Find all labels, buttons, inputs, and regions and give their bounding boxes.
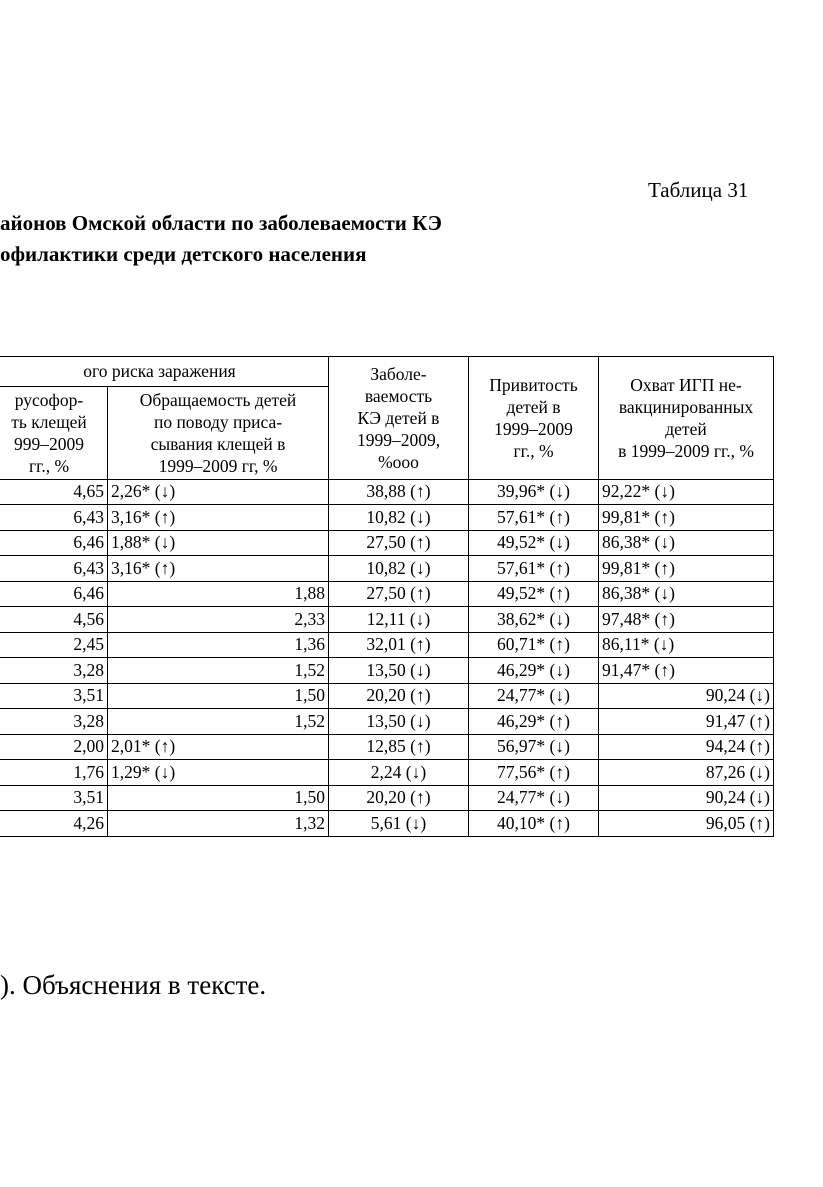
cell-tick-infection: 6,43 — [0, 556, 108, 582]
cell-tick-bite-visits: 2,26* (↓) — [108, 479, 329, 505]
table-number-label: Таблица 31 — [648, 178, 749, 202]
table-row — [0, 607, 774, 633]
cell-incidence: 12,11 (↓) — [329, 607, 469, 633]
cell-vaccination: 38,62* (↓) — [469, 607, 599, 633]
cell-incidence: 10,82 (↓) — [329, 556, 469, 582]
cell-igp-coverage: 97,48* (↑) — [599, 607, 774, 633]
cell-vaccination: 24,77* (↓) — [469, 683, 599, 709]
cell-incidence: 13,50 (↓) — [329, 709, 469, 735]
table-row — [0, 760, 774, 786]
table-title-line-1: айонов Омской области по заболеваемости КЭ — [0, 211, 442, 235]
header-line: гг., % — [513, 440, 554, 461]
cell-tick-infection: 6,46 — [0, 530, 108, 556]
cell-vaccination: 49,52* (↑) — [469, 581, 599, 607]
header-line: Охват ИГП не- — [630, 374, 742, 395]
header-line: %ооо — [378, 451, 419, 472]
header-vaccination — [469, 357, 599, 480]
cell-igp-coverage: 86,38* (↓) — [599, 530, 774, 556]
cell-tick-bite-visits: 1,88 — [108, 581, 329, 607]
cell-igp-coverage: 91,47 (↑) — [599, 709, 774, 735]
cell-tick-bite-visits: 3,16* (↑) — [108, 556, 329, 582]
cell-incidence: 2,24 (↓) — [329, 760, 469, 786]
cell-vaccination: 56,97* (↓) — [469, 734, 599, 760]
header-line: детей — [665, 418, 707, 439]
cell-igp-coverage: 86,11* (↓) — [599, 632, 774, 658]
table-row — [0, 734, 774, 760]
table-title-line-2: офилактики среди детского населения — [0, 242, 367, 266]
cell-igp-coverage: 99,81* (↑) — [599, 556, 774, 582]
footnote: ). Объяснения в тексте. — [0, 970, 267, 1000]
cell-vaccination: 40,10* (↑) — [469, 811, 599, 837]
cell-tick-bite-visits: 1,50 — [108, 683, 329, 709]
table-row — [0, 632, 774, 658]
cell-incidence: 27,50 (↑) — [329, 581, 469, 607]
cell-vaccination: 24,77* (↓) — [469, 785, 599, 811]
cell-tick-bite-visits: 1,29* (↓) — [108, 760, 329, 786]
cell-tick-infection: 4,56 — [0, 607, 108, 633]
cell-vaccination: 49,52* (↓) — [469, 530, 599, 556]
cell-tick-infection: 1,76 — [0, 760, 108, 786]
header-line: КЭ детей в — [357, 407, 440, 428]
cell-tick-bite-visits: 1,36 — [108, 632, 329, 658]
cell-tick-infection: 3,28 — [0, 658, 108, 684]
cell-incidence: 13,50 (↓) — [329, 658, 469, 684]
cell-incidence: 20,20 (↑) — [329, 785, 469, 811]
header-line: русофор- — [14, 389, 84, 410]
header-line: в 1999–2009 гг., % — [618, 440, 754, 461]
cell-vaccination: 46,29* (↑) — [469, 709, 599, 735]
header-igp-coverage — [599, 357, 774, 480]
cell-tick-infection: 6,46 — [0, 581, 108, 607]
cell-igp-coverage: 86,38* (↓) — [599, 581, 774, 607]
cell-tick-bite-visits: 3,16* (↑) — [108, 505, 329, 531]
cell-incidence: 32,01 (↑) — [329, 632, 469, 658]
header-line: 1999–2009, — [356, 429, 441, 450]
cell-igp-coverage: 94,24 (↑) — [599, 734, 774, 760]
cell-tick-bite-visits: 1,52 — [108, 709, 329, 735]
header-tick-infection — [0, 386, 108, 479]
cell-tick-infection: 3,51 — [0, 785, 108, 811]
cell-tick-infection: 4,26 — [0, 811, 108, 837]
cell-vaccination: 60,71* (↑) — [469, 632, 599, 658]
cell-tick-bite-visits: 1,52 — [108, 658, 329, 684]
header-incidence — [329, 357, 469, 480]
table-row — [0, 530, 774, 556]
cell-tick-bite-visits: 1,50 — [108, 785, 329, 811]
header-tick-bite-visits — [108, 386, 329, 479]
cell-igp-coverage: 96,05 (↑) — [599, 811, 774, 837]
cell-tick-bite-visits: 1,88* (↓) — [108, 530, 329, 556]
table-row — [0, 505, 774, 531]
cell-incidence: 27,50 (↑) — [329, 530, 469, 556]
header-line: Привитость — [489, 374, 578, 395]
cell-vaccination: 39,96* (↓) — [469, 479, 599, 505]
cell-tick-bite-visits: 2,01* (↑) — [108, 734, 329, 760]
cell-tick-infection: 3,51 — [0, 683, 108, 709]
cell-igp-coverage: 90,24 (↓) — [599, 785, 774, 811]
table-row — [0, 811, 774, 837]
cell-incidence: 12,85 (↑) — [329, 734, 469, 760]
cell-incidence: 38,88 (↑) — [329, 479, 469, 505]
cell-tick-bite-visits: 2,33 — [108, 607, 329, 633]
table-title — [0, 208, 442, 270]
cell-tick-infection: 6,43 — [0, 505, 108, 531]
cell-tick-infection: 2,00 — [0, 734, 108, 760]
header-line: сывания клещей в — [150, 433, 286, 454]
table-row — [0, 709, 774, 735]
cell-igp-coverage: 90,24 (↓) — [599, 683, 774, 709]
cell-tick-infection: 3,28 — [0, 709, 108, 735]
cell-igp-coverage: 91,47* (↑) — [599, 658, 774, 684]
cell-vaccination: 46,29* (↓) — [469, 658, 599, 684]
cell-vaccination: 77,56* (↑) — [469, 760, 599, 786]
header-line: Заболе- — [370, 363, 427, 384]
header-line: вакцинированных — [618, 396, 754, 417]
table-row — [0, 683, 774, 709]
header-line: Обращаемость детей — [139, 389, 297, 410]
cell-incidence: 5,61 (↓) — [329, 811, 469, 837]
header-line: 1999–2009 — [494, 418, 573, 439]
table-row — [0, 785, 774, 811]
header-line: 1999–2009 гг, % — [158, 455, 278, 476]
header-line: 999–2009 — [14, 433, 84, 454]
header-line: ваемость — [364, 385, 433, 406]
header-group-risk: ого риска заражения — [0, 357, 329, 387]
cell-vaccination: 57,61* (↑) — [469, 556, 599, 582]
header-line: по поводу приса- — [153, 411, 283, 432]
data-table — [0, 356, 774, 837]
table-row — [0, 479, 774, 505]
cell-igp-coverage: 99,81* (↑) — [599, 505, 774, 531]
table-row — [0, 581, 774, 607]
cell-tick-infection: 4,65 — [0, 479, 108, 505]
cell-tick-bite-visits: 1,32 — [108, 811, 329, 837]
header-line: ть клещей — [11, 411, 87, 432]
cell-tick-infection: 2,45 — [0, 632, 108, 658]
table-body — [0, 479, 774, 836]
cell-vaccination: 57,61* (↑) — [469, 505, 599, 531]
cell-incidence: 10,82 (↓) — [329, 505, 469, 531]
cell-igp-coverage: 87,26 (↓) — [599, 760, 774, 786]
table-row — [0, 658, 774, 684]
header-line: гг., % — [28, 455, 70, 476]
cell-igp-coverage: 92,22* (↓) — [599, 479, 774, 505]
cell-incidence: 20,20 (↑) — [329, 683, 469, 709]
table-row — [0, 556, 774, 582]
header-line: детей в — [506, 396, 561, 417]
table-header — [0, 357, 774, 480]
